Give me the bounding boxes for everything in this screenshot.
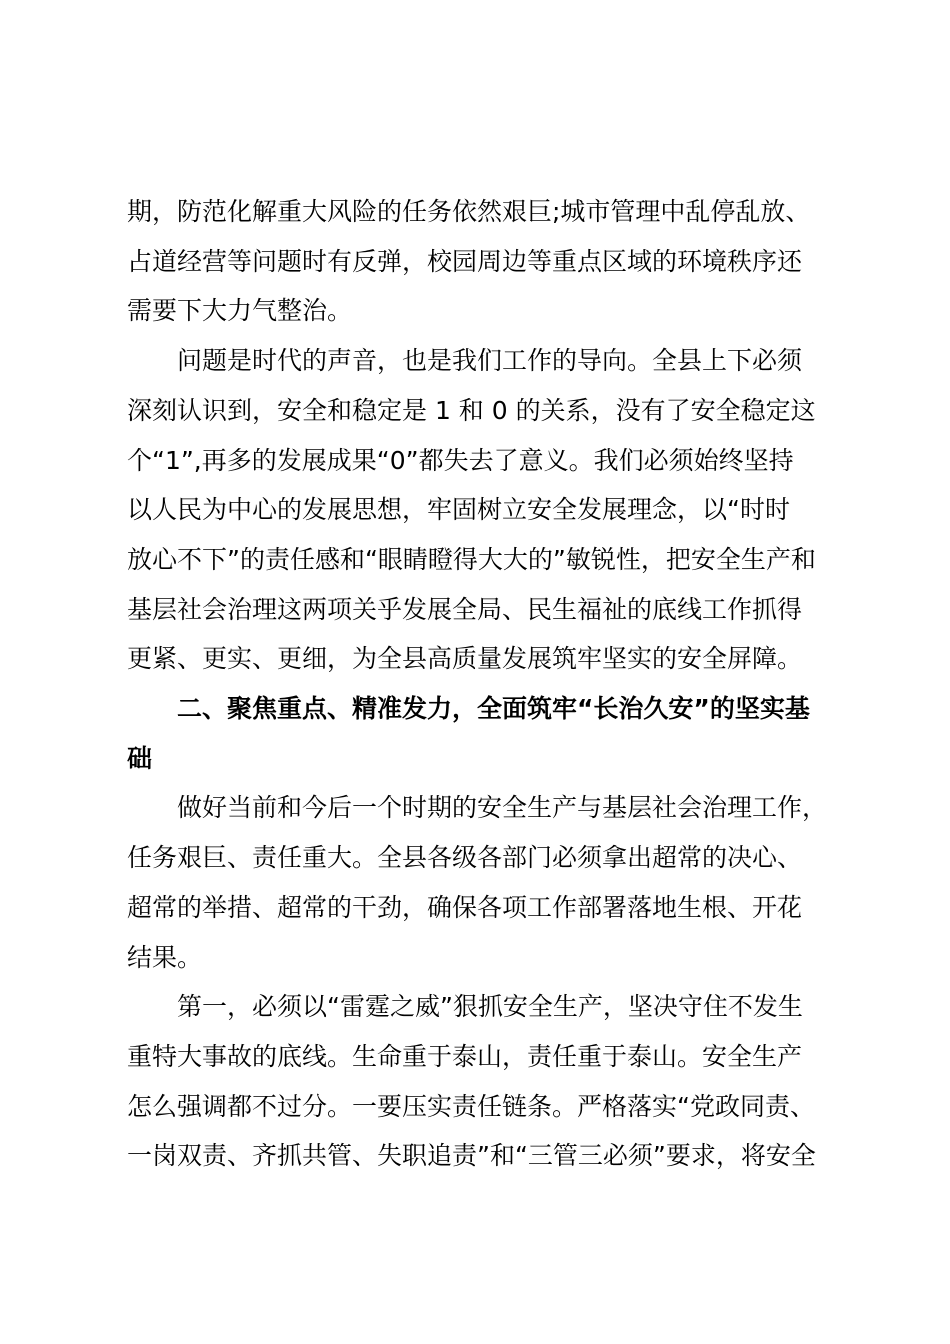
text-line: 放心不下”的责任感和“眼睛瞪得大大的”敏锐性，把安全生产和 (127, 544, 816, 574)
paragraph-current-work (127, 783, 827, 982)
text-line: 更紧、更实、更细，为全县高质量发展筑牢坚实的安全屏障。 (127, 644, 803, 674)
section-heading-two (127, 684, 827, 783)
paragraph-continued-risks (127, 187, 827, 336)
text-line: 占道经营等问题时有反弹，校园周边等重点区域的环境秩序还 (127, 246, 803, 276)
text-line: 超常的举措、超常的干劲，确保各项工作部署落地生根、开花 (127, 892, 803, 922)
paragraph-problems-voice (127, 336, 827, 684)
text-line: 基层社会治理这两项关乎发展全局、民生福祉的底线工作抓得 (127, 594, 803, 624)
text-line: 问题是时代的声音，也是我们工作的导向。全县上下必须 (177, 346, 803, 376)
text-line: 一岗双责、齐抓共管、失职追责”和“三管三必须”要求，将安全 (127, 1141, 816, 1171)
text-line: 深刻认识到，安全和稳定是 1 和 0 的关系，没有了安全稳定这 (127, 395, 816, 425)
text-line: 以人民为中心的发展思想，牢固树立安全发展理念，以“时时 (127, 495, 790, 525)
heading-line: 础 (127, 743, 153, 773)
text-line: 怎么强调都不过分。一要压实责任链条。严格落实“党政同责、 (127, 1091, 815, 1121)
document-body (127, 187, 827, 1181)
text-line: 结果。 (127, 942, 203, 972)
text-line: 做好当前和今后一个时期的安全生产与基层社会治理工作， (177, 793, 828, 823)
text-line: 期，防范化解重大风险的任务依然艰巨;城市管理中乱停乱放、 (127, 197, 811, 226)
text-line: 任务艰巨、责任重大。全县各级各部门必须拿出超常的决心、 (127, 843, 803, 873)
text-line: 重特大事故的底线。生命重于泰山，责任重于泰山。安全生产 (127, 1041, 803, 1071)
paragraph-first-safety (127, 982, 827, 1181)
text-line: 个“1”,再多的发展成果“0”都失去了意义。我们必须始终坚持 (127, 445, 794, 475)
heading-line: 二、聚焦重点、精准发力，全面筑牢“长治久安”的坚实基 (177, 694, 810, 724)
text-line: 第一，必须以“雷霆之威”狠抓安全生产，坚决守住不发生 (177, 992, 803, 1022)
text-line: 需要下大力气整治。 (127, 296, 353, 326)
